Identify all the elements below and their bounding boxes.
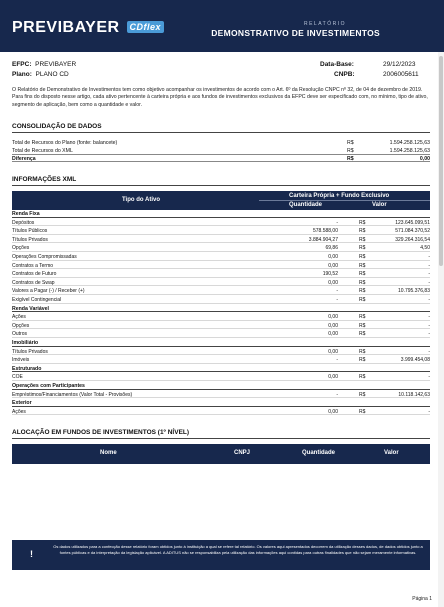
disclaimer-banner bbox=[12, 540, 430, 570]
quantity-cell: - bbox=[336, 297, 338, 303]
asset-type: COE bbox=[12, 374, 23, 381]
table-row bbox=[12, 373, 430, 381]
col-cnpj: CNPJ bbox=[234, 450, 251, 456]
group-row bbox=[12, 365, 430, 373]
table-row bbox=[12, 391, 430, 399]
report-label: RELATÓRIO bbox=[303, 21, 346, 27]
col-nome: Nome bbox=[100, 450, 117, 456]
quantity-cell: 0,00 bbox=[328, 262, 338, 269]
group-label: Renda Variável bbox=[12, 305, 49, 312]
group-label: Exterior bbox=[12, 400, 32, 407]
plano-line: Plano: PLANO CD bbox=[12, 71, 69, 78]
value-cell: 571.084.370,52 bbox=[395, 228, 430, 235]
consolidacao-row bbox=[12, 147, 430, 155]
xml-title: INFORMAÇÕES XML bbox=[12, 176, 430, 186]
report-header bbox=[0, 0, 444, 52]
previbayer-logo: PREVIBAYER CDflex bbox=[12, 19, 164, 37]
asset-type: Títulos Públicos bbox=[12, 228, 48, 235]
table-row bbox=[12, 279, 430, 287]
quantity-cell: 69,86 bbox=[325, 245, 338, 252]
col-valor-fundos: Valor bbox=[384, 450, 399, 456]
row-label: Total de Recursos do Plano (fonte: balancete) bbox=[12, 140, 118, 146]
table-row bbox=[12, 313, 430, 321]
value-cell: - bbox=[428, 314, 430, 321]
table-row bbox=[12, 219, 430, 227]
currency-label: R$ bbox=[359, 297, 366, 303]
value-cell: - bbox=[428, 297, 430, 303]
asset-type: Títulos Privados bbox=[12, 236, 48, 243]
quantity-cell: 0,00 bbox=[328, 254, 338, 260]
currency-label: R$ bbox=[347, 140, 354, 146]
quantity-cell: 0,00 bbox=[328, 279, 338, 286]
row-label: Total de Recursos do XML bbox=[12, 147, 73, 154]
col-quantidade: Quantidade bbox=[289, 202, 323, 208]
row-value: 1.594.258.125,63 bbox=[389, 140, 430, 146]
currency-label: R$ bbox=[359, 391, 366, 398]
currency-label: R$ bbox=[359, 228, 366, 235]
value-cell: - bbox=[428, 322, 430, 329]
value-cell: 3.999.454,08 bbox=[400, 357, 430, 364]
currency-label: R$ bbox=[347, 156, 354, 163]
asset-type: Contratos de Futuro bbox=[12, 271, 57, 278]
table-row bbox=[12, 348, 430, 356]
consolidacao-row bbox=[12, 139, 430, 147]
asset-type: Exigível Contingencial bbox=[12, 297, 62, 303]
group-label: Imobiliário bbox=[12, 340, 39, 346]
quantity-cell: - bbox=[336, 357, 338, 364]
cnpb-value: 2006005611 bbox=[383, 71, 419, 78]
currency-label: R$ bbox=[359, 245, 366, 252]
currency-label: R$ bbox=[359, 322, 366, 329]
consolidacao-title: CONSOLIDAÇÃO DE DADOS bbox=[12, 123, 430, 133]
quantity-cell: 0,00 bbox=[328, 331, 338, 338]
value-cell: - bbox=[428, 262, 430, 269]
value-cell: - bbox=[428, 348, 430, 355]
currency-label: R$ bbox=[359, 331, 366, 338]
group-row bbox=[12, 339, 430, 347]
table-row bbox=[12, 296, 430, 304]
value-cell: - bbox=[428, 331, 430, 338]
asset-type: Opções bbox=[12, 322, 30, 329]
currency-label: R$ bbox=[359, 236, 366, 243]
currency-label: R$ bbox=[359, 408, 366, 415]
cdflex-badge: CDflex bbox=[127, 21, 165, 33]
intro-paragraph: O Relatório de Demonstrativo de Investimentos tem como objetivo acompanhar os investimentos de acordo com o Art. 6º da Resolução CNPC nº 32, de 04 de dezembro de 2019. Para fins do disposto nesse artigo, cada ativo pertencente à carteira própria e aos fundos de investimentos exclusivos da EFPC deve ser especificado com, no mínimo, tipo de ativo, segmento de aplicação, bem como a quantidade e valor. bbox=[12, 87, 428, 108]
asset-type: Ações bbox=[12, 408, 26, 415]
value-cell: 10.795.376,83 bbox=[398, 288, 430, 295]
asset-type: Depósitos bbox=[12, 219, 35, 226]
group-label: Operações com Participantes bbox=[12, 383, 85, 389]
row-value: 0,00 bbox=[419, 156, 430, 163]
value-cell: - bbox=[428, 279, 430, 286]
quantity-cell: - bbox=[336, 288, 338, 295]
col-valor: Valor bbox=[372, 202, 387, 208]
quantity-cell: 3.884.904,27 bbox=[308, 236, 338, 243]
col-quantidade-fundos: Quantidade bbox=[302, 450, 336, 456]
table-row bbox=[12, 322, 430, 330]
table-row bbox=[12, 236, 430, 244]
value-cell: - bbox=[428, 271, 430, 278]
asset-type: Contratos a Termo bbox=[12, 262, 54, 269]
table-row bbox=[12, 244, 430, 252]
value-cell: 4,50 bbox=[420, 245, 430, 252]
disclaimer-text: Os dados utilizados para a confecção desse relatório foram obtidos junto à instituição a qual se refere tal relatório. Os valores aqui apresentados decorrem da utilização desses dados, de dados obtidos junto a fontes públicas e da interpretação da legislação aplicável. A ADITUS não se responsabiliza pela utilização das informações aqui contidas para outras finalidades que não sejam meramente informativas. bbox=[53, 544, 423, 555]
data-base-value: 29/12/2023 bbox=[383, 61, 416, 68]
currency-label: R$ bbox=[359, 262, 366, 269]
table-row bbox=[12, 227, 430, 235]
group-row bbox=[12, 210, 430, 218]
group-row bbox=[12, 382, 430, 390]
currency-label: R$ bbox=[359, 348, 366, 355]
xml-table-header bbox=[12, 191, 430, 210]
value-cell: 10.118.142,63 bbox=[398, 391, 430, 398]
data-base-label: Data-Base: bbox=[320, 61, 354, 68]
group-row bbox=[12, 399, 430, 407]
quantity-cell: 0,00 bbox=[328, 408, 338, 415]
asset-type: Contratos de Swap bbox=[12, 279, 55, 286]
quantity-cell: 0,00 bbox=[328, 348, 338, 355]
asset-type: Ações bbox=[12, 314, 26, 321]
table-row bbox=[12, 253, 430, 261]
currency-label: R$ bbox=[359, 288, 366, 295]
value-cell: - bbox=[428, 408, 430, 415]
group-label: Estruturado bbox=[12, 365, 42, 372]
page-number: Página 1 bbox=[412, 596, 432, 602]
row-value: 1.594.258.125,63 bbox=[389, 147, 430, 154]
quantity-cell: 0,00 bbox=[328, 374, 338, 381]
table-row bbox=[12, 262, 430, 270]
efpc-line: EFPC: PREVIBAYER bbox=[12, 61, 77, 68]
table-row bbox=[12, 356, 430, 364]
scrollbar-thumb[interactable] bbox=[439, 56, 443, 266]
asset-type: Operações Compromissadas bbox=[12, 254, 77, 260]
quantity-cell: 190,52 bbox=[322, 271, 338, 278]
asset-type: Outros bbox=[12, 331, 28, 338]
consolidacao-row bbox=[12, 154, 430, 162]
currency-label: R$ bbox=[359, 279, 366, 286]
row-label: Diferença bbox=[12, 156, 36, 163]
currency-label: R$ bbox=[359, 219, 366, 226]
asset-type: Opções bbox=[12, 245, 30, 252]
group-label: Renda Fixa bbox=[12, 211, 40, 217]
group-row bbox=[12, 305, 430, 313]
currency-label: R$ bbox=[359, 271, 366, 278]
table-row bbox=[12, 270, 430, 278]
value-cell: - bbox=[428, 254, 430, 260]
cnpb-label: CNPB: bbox=[334, 71, 355, 78]
table-row bbox=[12, 287, 430, 295]
asset-type: Valores a Pagar (-) / Receber (+) bbox=[12, 288, 85, 295]
quantity-cell: - bbox=[336, 391, 338, 398]
alocacao-title: ALOCAÇÃO EM FUNDOS DE INVESTIMENTOS (1º NÍVEL) bbox=[12, 429, 430, 439]
alocacao-table-header bbox=[12, 444, 430, 464]
report-title: DEMONSTRATIVO DE INVESTIMENTOS bbox=[211, 28, 380, 38]
currency-label: R$ bbox=[359, 357, 366, 364]
value-cell: 329.264.316,54 bbox=[395, 236, 430, 243]
quantity-cell: - bbox=[336, 219, 338, 226]
value-cell: - bbox=[428, 374, 430, 381]
value-cell: 123.645.099,51 bbox=[395, 219, 430, 226]
quantity-cell: 0,00 bbox=[328, 322, 338, 329]
asset-type: Imóveis bbox=[12, 357, 30, 364]
currency-label: R$ bbox=[347, 147, 354, 154]
currency-label: R$ bbox=[359, 374, 366, 381]
quantity-cell: 578.588,00 bbox=[312, 228, 338, 235]
warning-icon: ! bbox=[30, 549, 33, 559]
quantity-cell: 0,00 bbox=[328, 314, 338, 321]
header-separator bbox=[259, 200, 430, 201]
currency-label: R$ bbox=[359, 254, 366, 260]
col-carteira-group: Carteira Própria + Fundo Exclusivo bbox=[289, 193, 390, 199]
asset-type: Títulos Privados bbox=[12, 348, 48, 355]
table-row bbox=[12, 330, 430, 338]
asset-type: Empréstimos/Financiamentos (Valor Total - Provisões) bbox=[12, 391, 133, 398]
col-tipo-ativo: Tipo do Ativo bbox=[122, 197, 160, 203]
currency-label: R$ bbox=[359, 314, 366, 321]
table-row bbox=[12, 408, 430, 416]
